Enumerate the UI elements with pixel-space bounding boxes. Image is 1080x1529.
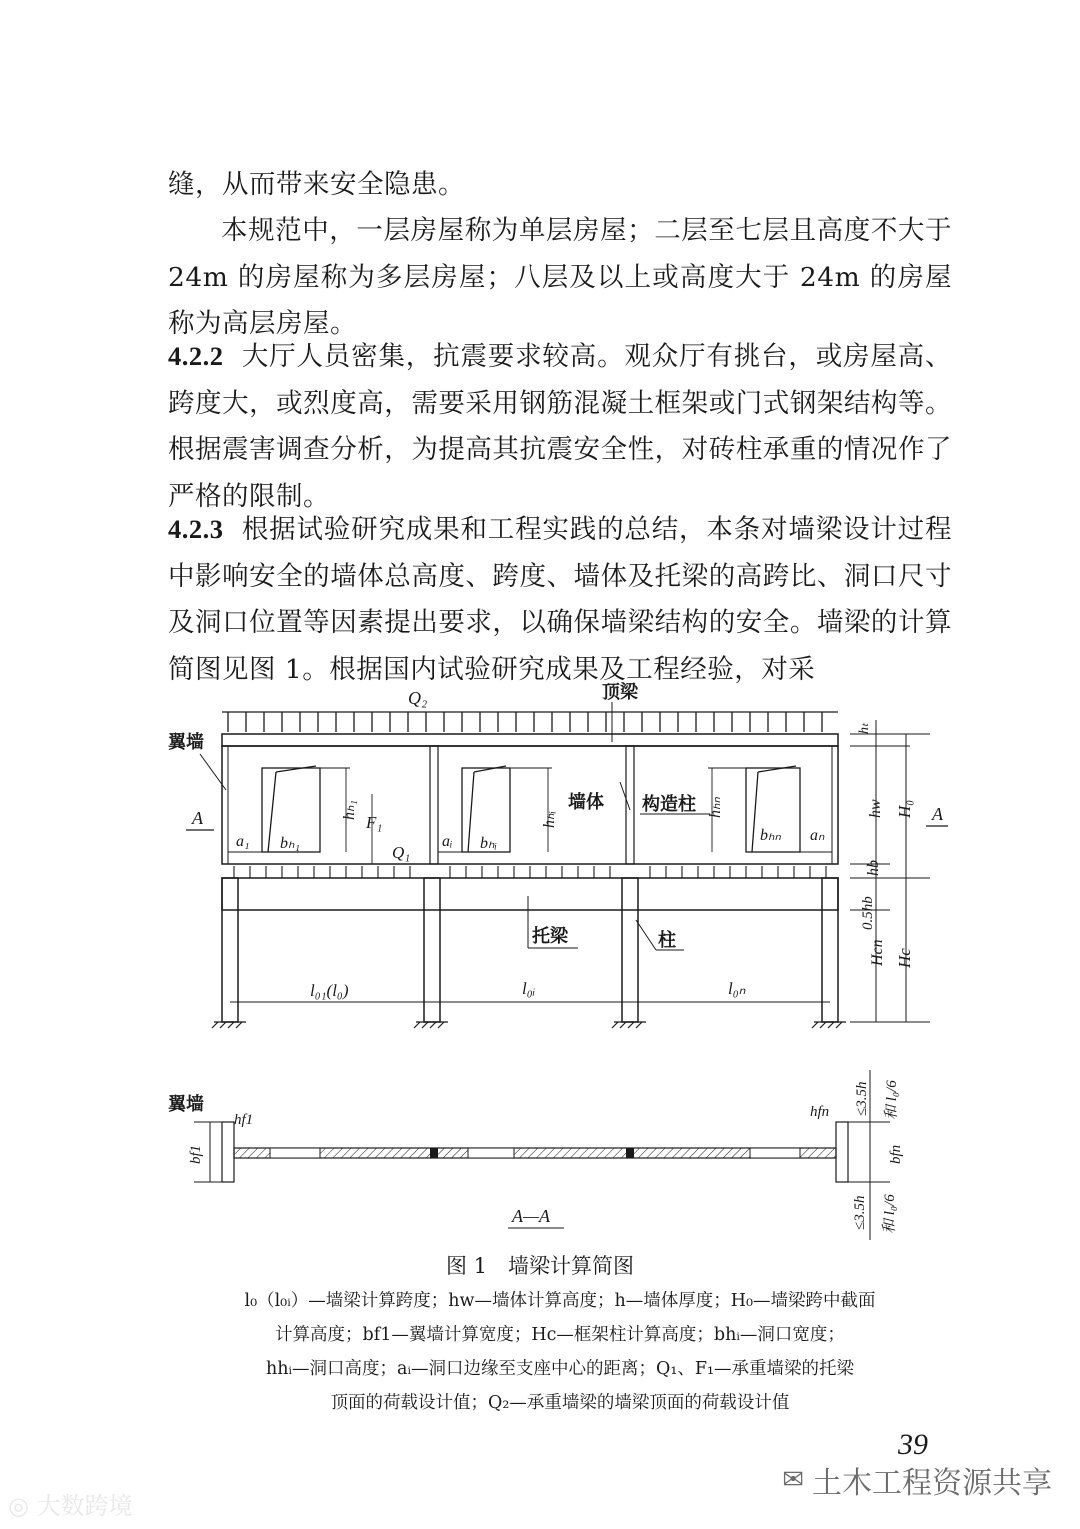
section-a-right: A [932,804,943,824]
limit-bot-label: ≤3.5h [852,1195,868,1230]
paragraph-4-2-3: 4.2.3 根据试验研究成果和工程实践的总结，本条对墙梁设计过程中影响安全的墙体总高度、跨度、墙体及托梁的高跨比、洞口尺寸及洞口位置等因素提出要求，以确保墙梁结构的安全。墙梁的计算简图见图 1。根据国内试验研究成果及工程经验，对采 [168,514,952,685]
construction-column [430,746,438,864]
top-beam-label: 顶梁 [602,682,638,702]
q2-label: Q₂ [408,688,428,708]
column-3 [622,878,638,1022]
limit-top-label: ≤3.5h [854,1081,870,1116]
half-hb-label: 0.5hb [860,896,876,930]
wing-wall-label: 翼墙 [168,732,204,752]
figure-caption: 图 1 墙梁计算简图 [445,1254,635,1278]
clause-number: 4.2.2 [168,341,224,371]
support-beam [222,878,838,910]
hb-label: hb [865,860,882,876]
column-label: 柱 [658,930,676,950]
paragraph-2: 本规范中，一层房屋称为单层房屋；二层至七层且高度不大于 24m 的房屋称为多层房屋；八层及以上或高度大于 24m 的房屋称为高层房屋。 [168,215,952,339]
hc-label: Hc [895,948,914,968]
limit-bot-label-2: 和 l₀/6 [882,1194,898,1234]
structural-column-label: 构造柱 [642,794,696,814]
clause-number: 4.2.3 [168,514,224,544]
watermark-right: ✉ 土木工程资源共享 [782,1465,1052,1501]
h0-label: H₀ [895,799,914,818]
section-aa-label: A—A [512,1206,550,1226]
column-4 [822,878,838,1022]
hhn-label: hₕₙ [707,797,724,818]
l0n-label: l₀ₙ [728,979,746,998]
note-line: l₀（l₀ᵢ）—墙梁计算跨度；hw—墙体计算高度；h—墙体厚度；H₀—墙梁跨中截面 [244,1291,876,1311]
q2-load [222,712,838,732]
bh1-label: bₕ₁ [280,835,301,852]
hfn-label: hfn [810,1104,830,1120]
wing-wall-label-2: 翼墙 [168,1094,204,1114]
bfn-label: bfn [888,1144,904,1164]
plan-wall [234,1148,836,1158]
column-1 [222,878,238,1022]
note-line: 计算高度；bf1—翼墙计算宽度；Hc—框架柱计算高度；bhᵢ—洞口宽度； [275,1325,845,1345]
l0i-label: l₀ᵢ [522,979,536,998]
f1-label: F₁ [366,813,383,832]
hhi-label: hₕᵢ [541,811,558,828]
note-line: hhᵢ—洞口高度；aᵢ—洞口边缘至支座中心的距离；Q₁、F₁—承重墙梁的托梁 [265,1359,855,1379]
wing-wall-right [836,1122,848,1182]
wing-wall-left [222,1122,234,1182]
section-a-left: A [192,808,203,828]
paragraph-1: 缝，从而带来安全隐患。 [168,169,465,200]
wall-label: 墙体 [568,792,604,812]
an-label: aₙ [810,827,825,844]
paragraph-4-2-2: 4.2.2 大厅人员密集，抗震要求较高。观众厅有挑台，或房屋高、跨度大，或烈度高，需要采用钢筋混凝土框架或门式钢架结构等。根据震害调查分析，为提高其抗震安全性，对砖柱承重的情况作了严格的限制。 [168,341,952,512]
limit-top-label-2: 和 l₀/6 [884,1080,900,1120]
a1-label: a₁ [236,833,250,850]
hw-label: hw [867,799,884,818]
construction-column [626,746,634,864]
logo-icon: ◎ [8,1492,29,1520]
figure-notes [170,1284,950,1420]
wechat-icon: ✉ [782,1465,804,1495]
l01-label: l₀₁(l₀) [310,981,349,1000]
page-number: 39 [898,1428,928,1461]
ht-label: hₜ [857,722,872,734]
watermark-left: ◎ 大数跨境 [8,1492,133,1520]
hcn-label: Hcn [869,939,886,966]
column-2 [424,878,440,1022]
bhi-label: bₕᵢ [480,835,497,852]
support-beam-label: 托梁 [532,926,568,946]
ai-label: aᵢ [442,833,453,850]
hh1-label: hₕ₁ [341,799,358,820]
bf1-label: bf1 [188,1144,204,1164]
hf1-label: hf1 [234,1112,254,1128]
bhn-label: bₕₙ [760,827,781,844]
top-beam [222,734,838,746]
note-line: 顶面的荷载设计值；Q₂—承重墙梁的墙梁顶面的荷载设计值 [330,1393,790,1413]
q1-label: Q₁ [392,843,411,862]
wall-beam-diagram [150,670,950,1250]
